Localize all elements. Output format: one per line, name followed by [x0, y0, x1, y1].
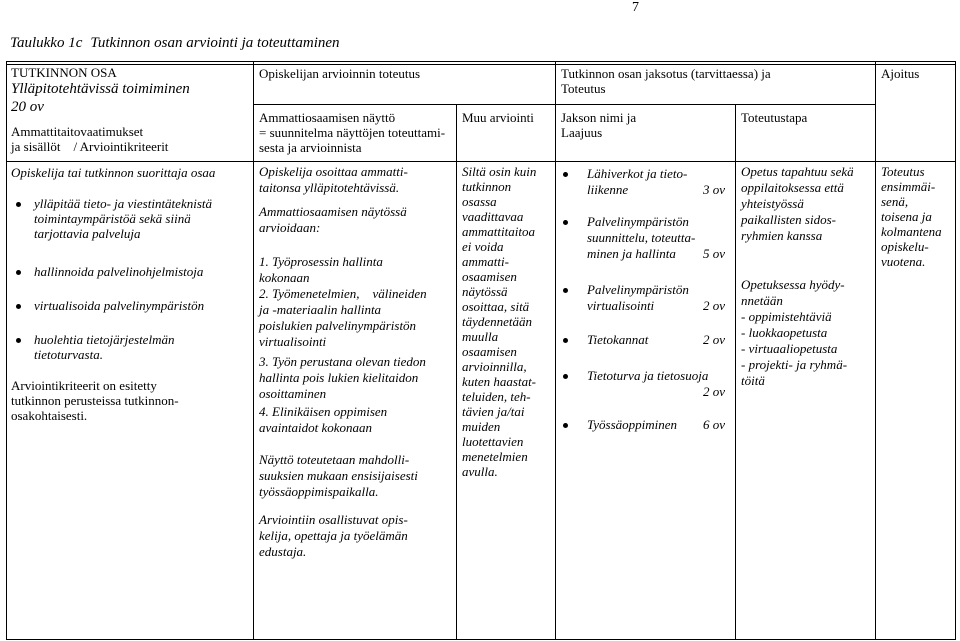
other-line: muiden [462, 419, 501, 434]
grid-line [6, 639, 956, 640]
other-line: menetelmien [462, 449, 528, 464]
other-line: vaadittavaa [462, 209, 524, 224]
caption-label: Taulukko 1c [10, 35, 83, 51]
demo-line: suuksien mukaan ensisijaisesti [259, 468, 418, 483]
bullet-icon [16, 202, 21, 207]
other-line: Siltä osin kuin [462, 164, 537, 179]
demo-line: osoittaminen [259, 386, 327, 401]
header-tutkinnon-osa [11, 65, 190, 154]
other-line: ammatti- [462, 254, 509, 269]
grid-line [875, 61, 876, 640]
grid-line [6, 161, 956, 162]
header-criteria: ja sisällöt / Arviointikriteerit [11, 139, 169, 154]
header-demo-line: sesta ja arvioinnista [259, 140, 362, 155]
demo-line: Arviointiin osallistuvat opis- [259, 512, 408, 527]
header-timing: Ajoitus [881, 66, 920, 81]
competence-item [34, 298, 204, 313]
header-method: Toteutustapa [741, 110, 808, 125]
other-line: luotettavien [462, 434, 524, 449]
criteria-note-line: Arviointikriteerit on esitetty [11, 378, 157, 393]
page-number: 7 [632, 0, 639, 15]
grid-line [253, 104, 875, 105]
other-line: ei voida [462, 239, 504, 254]
grid-line [253, 61, 254, 640]
competence-intro: Opiskelija tai tutkinnon suorittaja osaa [11, 165, 216, 180]
other-line: täydennetään [462, 314, 533, 329]
method-line: yhteistyössä [741, 196, 804, 211]
period-name: virtualisointi [587, 298, 655, 313]
method-line: paikallisten sidos- [741, 212, 836, 227]
other-line: avulla. [462, 464, 498, 479]
competence-line: ylläpitää tieto- ja viestintäteknistä [34, 196, 212, 211]
timing-line: senä, [881, 194, 909, 209]
other-line: osaamisen [462, 269, 517, 284]
competence-line: hallinnoida palvelinohjelmistoja [34, 264, 204, 279]
header-period-name [561, 110, 636, 140]
other-line: näytössä [462, 284, 508, 299]
demo-line: 1. Työprosessin hallinta [259, 254, 383, 269]
grid-line [735, 104, 736, 640]
other-line: osaamisen [462, 344, 517, 359]
period-name: Tietoturva ja tietosuoja [587, 368, 709, 383]
demo-line: 2. Työmenetelmien, välineiden [259, 286, 427, 301]
grid-line [6, 61, 7, 640]
other-line: ammattitaitoa [462, 224, 535, 239]
criteria-note [11, 378, 179, 423]
timing-line: kolmantena [881, 224, 942, 239]
header-demo-line: Ammattiosaamisen näyttö [259, 110, 396, 125]
header-other-assessment: Muu arviointi [462, 110, 534, 125]
demo-line: poislukien palvelinympäristön [259, 318, 417, 333]
other-line: tutkinnon [462, 179, 512, 194]
other-assessment-text [462, 164, 536, 479]
competence-line: tarjottavia palveluja [34, 226, 141, 241]
header-period-line: Toteutus [561, 81, 606, 96]
criteria-note-line: osakohtaisesti. [11, 408, 88, 423]
demo-line: hallinta pois lukien kielitaidon [259, 370, 419, 385]
competence-line: virtualisoida palvelinympäristön [34, 298, 205, 313]
period-extent: 2 ov [703, 332, 726, 347]
competence-item [34, 264, 203, 279]
method-line: - oppimistehtäviä [741, 309, 832, 324]
timing-line: toisena ja [881, 209, 932, 224]
caption-title: Tutkinnon osan arviointi ja toteuttaminen [90, 35, 340, 51]
other-line: osassa [462, 194, 497, 209]
grid-line [456, 104, 457, 640]
period-name: Lähiverkot ja tieto- [587, 166, 688, 181]
other-line: muulla [462, 329, 499, 344]
bullet-icon [563, 220, 568, 225]
method-line: Opetus tapahtuu sekä [741, 164, 854, 179]
period-extent: 6 ov [703, 417, 726, 432]
grid-line [555, 61, 556, 640]
other-line: tävien ja/tai [462, 404, 525, 419]
header-unit-name: Ylläpitotehtävissä toimiminen [11, 81, 190, 97]
demo-line: 4. Elinikäisen oppimisen [259, 404, 388, 419]
competence-item [34, 332, 174, 362]
header-period-line: Tutkinnon osan jaksotus (tarvittaessa) ja [561, 66, 771, 81]
header-period-name-line: Laajuus [561, 125, 603, 140]
method-line: - luokkaopetusta [741, 325, 828, 340]
period-name: Tietokannat [587, 332, 649, 347]
competence-line: tietoturvasta. [34, 347, 103, 362]
timing-line: vuotena. [881, 254, 926, 269]
header-unit-extent: 20 ov [11, 99, 44, 115]
demo-line: Opiskelija osoittaa ammatti- [259, 164, 408, 179]
period-extent: 2 ov [703, 298, 726, 313]
period-name: minen ja hallinta [587, 246, 676, 261]
period-extent: 2 ov [703, 384, 726, 399]
demo-line: Ammattiosaamisen näytössä [259, 204, 407, 219]
period-extent: 5 ov [703, 246, 726, 261]
demo-line: ja -materiaalin hallinta [259, 302, 382, 317]
competence-line: huolehtia tietojärjestelmän [34, 332, 175, 347]
grid-line [6, 61, 956, 62]
header-periodization [561, 66, 771, 96]
period-name: liikenne [587, 182, 629, 197]
bullet-icon [563, 172, 568, 177]
demo-line: arvioidaan: [259, 220, 321, 235]
header-period-name-line: Jakson nimi ja [561, 110, 637, 125]
demo-line: 3. Työn perustana olevan tiedon [259, 354, 426, 369]
period-name: Palvelinympäristön [587, 214, 689, 229]
other-line: osoittaa, sitä [462, 299, 530, 314]
method-line: Opetuksessa hyödy- [741, 277, 845, 292]
demo-line: taitonsa ylläpitotehtävissä. [259, 180, 400, 195]
bullet-icon [16, 270, 21, 275]
header-assessment-title: Opiskelijan arvioinnin toteutus [259, 66, 421, 81]
method-line: - projekti- ja ryhmä- [741, 357, 848, 372]
period-name: suunnittelu, toteutta- [587, 230, 696, 245]
bullet-icon [16, 338, 21, 343]
timing-line: Toteutus [881, 164, 925, 179]
timing-line: opiskelu- [881, 239, 929, 254]
criteria-note-line: tutkinnon perusteissa tutkinnon- [11, 393, 179, 408]
demo-line: kokonaan [259, 270, 310, 285]
demo-line: virtualisointi [259, 334, 327, 349]
competence-item [34, 196, 212, 241]
method-line: - virtuaaliopetusta [741, 341, 838, 356]
bullet-icon [16, 304, 21, 309]
period-name: Palvelinympäristön [587, 282, 689, 297]
demo-line: avaintaidot kokonaan [259, 420, 373, 435]
bullet-icon [563, 374, 568, 379]
demo-line: edustaja. [259, 544, 307, 559]
competence-line: toimintaympäristöä sekä siinä [34, 211, 191, 226]
method-line: ryhmien kanssa [741, 228, 823, 243]
other-line: kuten haastat- [462, 374, 537, 389]
method-line: nnetään [741, 293, 783, 308]
bullet-icon [563, 423, 568, 428]
method-line: oppilaitoksessa että [741, 180, 844, 195]
demo-line: työssäoppimispaikalla. [259, 484, 379, 499]
other-line: teluiden, teh- [462, 389, 531, 404]
period-extent: 3 ov [703, 182, 726, 197]
other-line: arvioinnilla, [462, 359, 527, 374]
header-requirements: Ammattitaitovaatimukset [11, 124, 144, 139]
method-line: töitä [741, 373, 765, 388]
bullet-icon [563, 338, 568, 343]
header-demo-line: = suunnitelma näyttöjen toteuttami- [259, 125, 446, 140]
timing-line: ensimmäi- [881, 179, 936, 194]
grid-line [955, 61, 956, 640]
demo-line: Näyttö toteutetaan mahdolli- [259, 452, 410, 467]
header-label: TUTKINNON OSA [11, 65, 117, 80]
header-demonstration [259, 110, 445, 155]
bullet-icon [563, 288, 568, 293]
period-name: Työssäoppiminen [587, 417, 678, 432]
demo-line: kelija, opettaja ja työelämän [259, 528, 408, 543]
timing-text [881, 164, 942, 269]
